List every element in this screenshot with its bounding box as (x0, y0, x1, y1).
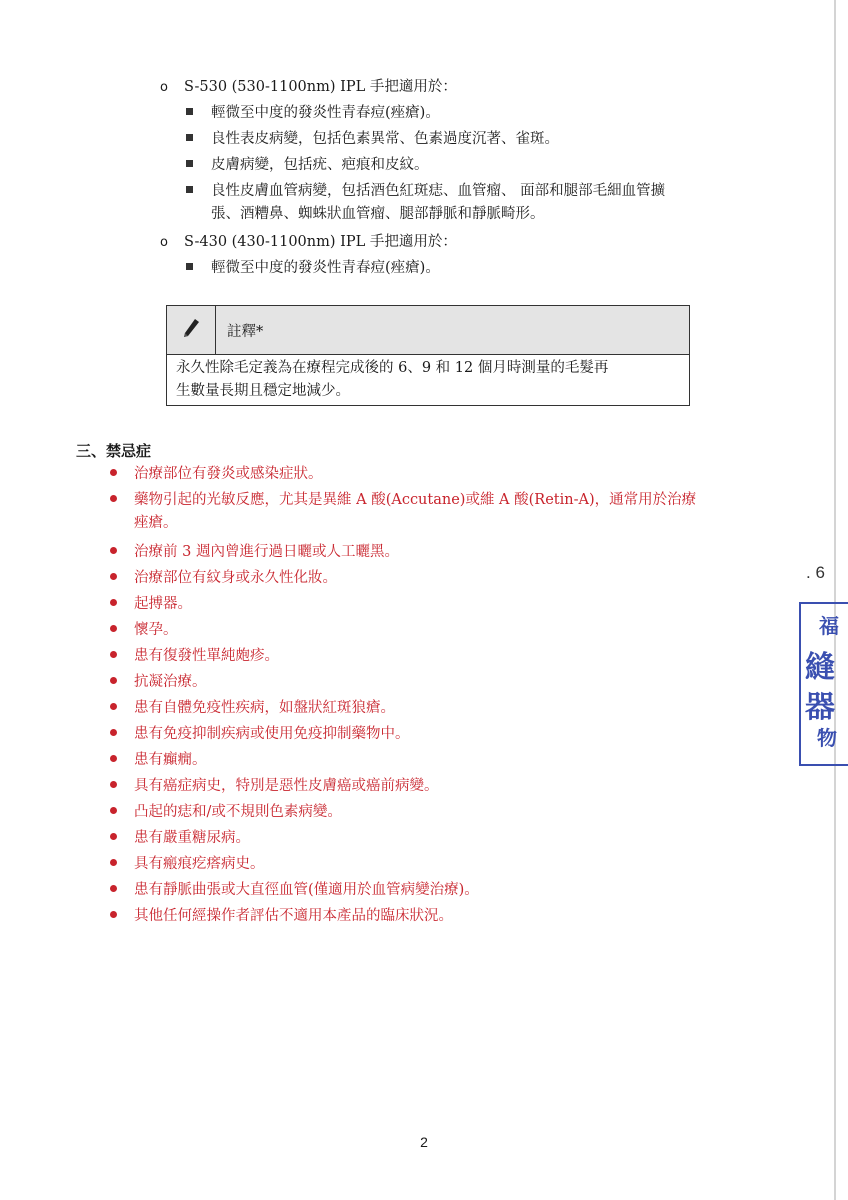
list-item (186, 257, 440, 279)
list-item (186, 102, 440, 124)
dot-bullet-icon (110, 495, 117, 502)
list-item-text: 良性表皮病變，包括色素異常、色素過度沉著、雀斑。 (211, 131, 559, 147)
list-item-text: 治療部位有發炎或感染症狀。 (134, 466, 323, 482)
pencil-icon (181, 317, 201, 343)
stamp-char: 縫 (805, 650, 835, 685)
square-bullet-icon (186, 108, 193, 115)
square-bullet-icon (186, 186, 193, 193)
dot-bullet-icon (110, 833, 117, 840)
list-item (110, 879, 479, 901)
note-label: 註釋* (227, 324, 264, 340)
s530-header: S-530 (530-1100nm) IPL 手把適用於： (184, 79, 457, 95)
page-edge-shadow (834, 0, 836, 1200)
list-item-text: 具有癌症病史，特別是惡性皮膚癌或癌前病變。 (134, 778, 439, 794)
dot-bullet-icon (110, 859, 117, 866)
list-item-text: 皮膚病變，包括疣、疤痕和皮紋。 (211, 157, 429, 173)
list-item-text: 凸起的痣和/或不規則色素病變。 (134, 804, 342, 820)
section-title-contraindications: 三、禁忌症 (76, 442, 152, 460)
dot-bullet-icon (110, 807, 117, 814)
list-item-text: 患有嚴重糖尿病。 (134, 830, 250, 846)
dot-bullet-icon (110, 547, 117, 554)
square-bullet-icon (186, 263, 193, 270)
list-item (110, 775, 439, 797)
note-header (167, 306, 689, 355)
square-bullet-icon (186, 160, 193, 167)
list-item-text: 其他任何經操作者評估不適用本產品的臨床狀況。 (134, 908, 453, 924)
note-body (176, 357, 686, 403)
dot-bullet-icon (110, 677, 117, 684)
note-box (166, 305, 690, 406)
list-item-text: 患有免疫抑制疾病或使用免疫抑制藥物中。 (134, 726, 410, 742)
stamp-char: 福 (819, 614, 839, 638)
dot-bullet-icon (110, 625, 117, 632)
dot-bullet-icon (110, 651, 117, 658)
list-item-text: 輕微至中度的發炎性青春痘(痤瘡)。 (211, 260, 440, 276)
note-body-line: 永久性除毛定義為在療程完成後的 6、9 和 12 個月時測量的毛髮再 (176, 360, 609, 376)
list-item-text: 具有瘢痕疙瘩病史。 (134, 856, 265, 872)
list-item-text: 患有自體免疫性疾病，如盤狀紅斑狼瘡。 (134, 700, 395, 716)
square-bullet-icon (186, 134, 193, 141)
circle-bullet-icon: o (160, 235, 168, 250)
list-item-s530 (160, 76, 457, 99)
list-item-text: 起搏器。 (134, 596, 192, 612)
list-item (110, 645, 279, 667)
list-item (110, 853, 265, 875)
dot-bullet-icon (110, 885, 117, 892)
list-item (110, 541, 399, 563)
circle-bullet-icon: o (160, 80, 168, 95)
list-item (110, 671, 207, 693)
list-item-text: 患有癲癇。 (134, 752, 207, 768)
stamp-seal (795, 602, 848, 772)
list-item (110, 463, 323, 485)
list-item (186, 154, 429, 176)
list-item-text: 治療部位有紋身或永久性化妝。 (134, 570, 337, 586)
dot-bullet-icon (110, 573, 117, 580)
list-item-text: 懷孕。 (134, 622, 178, 638)
list-item-continuation: 張、酒糟鼻、蜘蛛狀血管瘤、腿部靜脈和靜脈畸形。 (211, 206, 545, 222)
page-number: 2 (420, 1134, 428, 1150)
list-item-text: 抗凝治療。 (134, 674, 207, 690)
list-item (110, 567, 337, 589)
list-item-text: 患有復發性單純皰疹。 (134, 648, 279, 664)
list-item-s430 (160, 231, 457, 254)
list-item (110, 489, 696, 511)
s430-header: S-430 (430-1100nm) IPL 手把適用於： (184, 234, 457, 250)
stamp-char: 器 (805, 690, 835, 725)
note-icon-cell (167, 306, 216, 354)
list-item-text: 藥物引起的光敏反應，尤其是異維 A 酸(Accutane)或維 A 酸(Retin-A)，通常用於治療 (134, 492, 697, 508)
list-item-text: 治療前 3 週內曾進行過日曬或人工曬黑。 (134, 544, 399, 560)
margin-page-mark: . 6 (806, 563, 825, 582)
dot-bullet-icon (110, 703, 117, 710)
list-item-text: 患有靜脈曲張或大直徑血管(僅適用於血管病變治療)。 (134, 882, 479, 898)
list-item (110, 801, 342, 823)
list-item-text: 良性皮膚血管病變，包括酒色紅斑痣、血管瘤、 面部和腿部毛細血管擴 (211, 183, 666, 199)
list-item-text: 輕微至中度的發炎性青春痘(痤瘡)。 (211, 105, 440, 121)
list-item-continuation: 痤瘡。 (134, 515, 178, 531)
list-item (110, 697, 395, 719)
list-item (110, 749, 207, 771)
list-item (110, 827, 250, 849)
list-item (110, 723, 410, 745)
stamp-char: 物 (817, 726, 837, 750)
note-body-line: 生數量長期且穩定地減少。 (176, 383, 350, 399)
dot-bullet-icon (110, 911, 117, 918)
list-item (110, 593, 192, 615)
list-item (186, 180, 665, 202)
list-item (186, 128, 559, 150)
dot-bullet-icon (110, 469, 117, 476)
dot-bullet-icon (110, 781, 117, 788)
list-item (110, 905, 453, 927)
dot-bullet-icon (110, 729, 117, 736)
list-item (110, 619, 178, 641)
dot-bullet-icon (110, 599, 117, 606)
dot-bullet-icon (110, 755, 117, 762)
